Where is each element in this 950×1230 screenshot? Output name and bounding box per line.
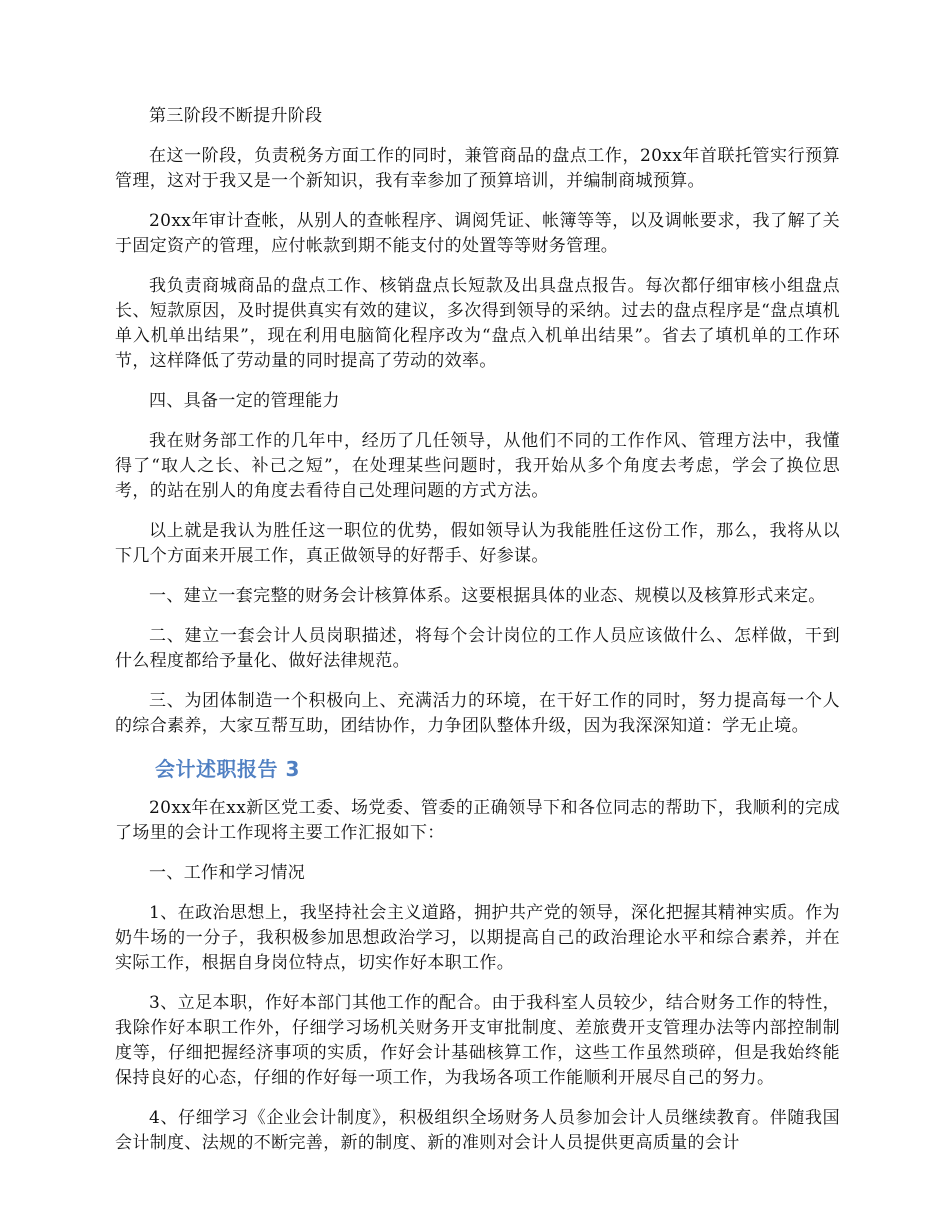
paragraph-work-study-title: 一、工作和学习情况 — [149, 863, 306, 883]
section-heading-report-3: 会计述职报告 3 — [155, 757, 300, 781]
paragraph-stage-three-title: 第三阶段不断提升阶段 — [149, 106, 323, 126]
paragraph-department-cooperation: 3、立足本职，作好本部门其他工作的配合。由于我科室人员较少，结合财务工作的特性，我除作好本职工作外，仔细学习场机关财务开支审批制度、差旅费开支管理办法等内部控制制度等，仔细把握经济事项的实质，作好会计基础核算工作，这些工作虽然琐碎，但是我始终能保持良好的心态，仔细的作好每一项工作，为我场各项工作能顺利开展尽自己的努力。 — [115, 993, 840, 1088]
paragraph-accounting-standards: 4、仔细学习《企业会计制度》，积极组织全场财务人员参加会计人员继续教育。伴随我国会计制度、法规的不断完善，新的制度、新的准则对会计人员提供更高质量的会计 — [115, 1108, 840, 1153]
paragraph-plan-one: 一、建立一套完整的财务会计核算体系。这要根据具体的业态、规模以及核算形式来定。 — [149, 586, 826, 606]
paragraph-inventory-report: 我负责商城商品的盘点工作、核销盘点长短款及出具盘点报告。每次都仔细审核小组盘点长、短款原因，及时提供真实有效的建议，多次得到领导的采纳。过去的盘点程序是“盘点填机单入机单出结果”，现在利用电脑简化程序改为“盘点入机单出结果”。省去了填机单的工作环节，这样降低了劳动量的同时提高了劳动的效率。 — [115, 276, 840, 371]
paragraph-report-intro: 20xx年在xx新区党工委、场党委、管委的正确领导下和各位同志的帮助下，我顺利的完成了场里的会计工作现将主要工作汇报如下： — [115, 798, 840, 843]
paragraph-plan-two: 二、建立一套会计人员岗职描述，将每个会计岗位的工作人员应该做什么、怎样做，干到什么程度都给予量化、做好法律规范。 — [115, 626, 840, 671]
paragraph-tax-inventory: 在这一阶段，负责税务方面工作的同时，兼管商品的盘点工作，20xx年首联托管实行预算管理，这对于我又是一个新知识，我有幸参加了预算培训，并编制商城预算。 — [115, 146, 840, 191]
paragraph-management-experience: 我在财务部工作的几年中，经历了几任领导，从他们不同的工作作风、管理方法中，我懂得了“取人之长、补己之短”，在处理某些问题时，我开始从多个角度去考虑，学会了换位思考，的站在别人的角度去看待自己处理问题的方式方法。 — [115, 431, 840, 501]
paragraph-audit: 20xx年审计查帐，从别人的查帐程序、调阅凭证、帐簿等等，以及调帐要求，我了解了关于固定资产的管理，应付帐款到期不能支付的处置等等财务管理。 — [115, 211, 840, 256]
paragraph-advantages: 以上就是我认为胜任这一职位的优势，假如领导认为我能胜任这份工作，那么，我将从以下几个方面来开展工作，真正做领导的好帮手、好参谋。 — [115, 521, 840, 566]
paragraph-political-thought: 1、在政治思想上，我坚持社会主义道路，拥护共产党的领导，深化把握其精神实质。作为奶牛场的一分子，我积极参加思想政治学习，以期提高自己的政治理论水平和综合素养，并在实际工作，根据自身岗位特点，切实作好本职工作。 — [115, 903, 840, 973]
paragraph-section-four-title: 四、具备一定的管理能力 — [149, 391, 340, 411]
paragraph-plan-three: 三、为团体制造一个积极向上、充满活力的环境，在干好工作的同时，努力提高每一个人的综合素养，大家互帮互助，团结协作，力争团队整体升级，因为我深深知道：学无止境。 — [115, 691, 840, 736]
document-page — [115, 104, 840, 1171]
